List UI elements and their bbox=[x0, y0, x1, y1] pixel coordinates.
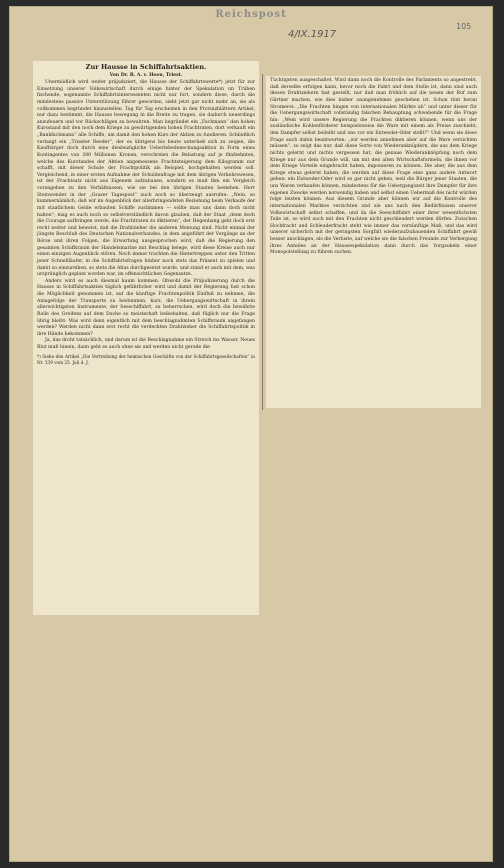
column-divider bbox=[262, 74, 263, 410]
article-paragraph: Ja, das droht tatsächlich, und darum ist die Beschlagnahme ein Streich ins Wasser. Neues Blut muß hinein, dann geht es auch ohne sie und werden nicht gerade die bbox=[37, 338, 255, 350]
clipping-right-column bbox=[266, 76, 481, 408]
article-paragraph: Tüchtigsten ausgeschaltet. Wird dann noch die Kontrolle des Parlaments so angestrebt, daß derselbe erfolgen kann, bevor noch die Fahrt und dem Stolle ist, dann sind auch diesen Drahtziehern fast gestellt, nur daß man fröhlich auf die neuen der Ruf zum Gärtner machen, wie dies bisher unangenehmes geschehen ist. Schon tönt heran Stromerei: „Die Frachten hingen von internationalen Märkte ab“ und unter dieser für die Uebergangswirtschaft vollständig falschen Behauptung schwebende für die Frage hin: „Wem wird unsere Regierung die Frachten diktieren können, wenn uns der ausländische Kohlenförderer beispielsweise die Ware mit einem als Preise zuschiebt, den Dampfer selbst beileiht und uns vor ein Entweder-Oder stellt?“ Und wenn sie diese Frage auch dahin beantworten: „wir werden annehmen aber auf die Ware verzichten müssen“, so zeigt das nur, daß diese Sorte von Wiederanknüpfern, die aus dem Kriege nichts gelernt und nichts vergessen hat, die genaue Wiederanknüpfung noch dem Kriege nur aus dem Grunde will, um mit den alten Wirtschaftsformeln, die ihnen vor dem Kriege Vorteile eingebracht haben, imponieren zu können. Die aber, die aus dem Kriege etwas gelernt haben, die werden auf diese Frage eine ganz andere Antwort geben: ein Entweder-Oder wird es gar nicht geben, weil die Bürger jener Staaten, die uns Waren verkaufen können, mindestens für die Uebergangszeit ihre Dampfer für ihre eigenen Zwecke werden notwendig haben und selbst einen Uebermaß des nicht würden folge leisten können. Aus diesem Grunde aber können wir auf die Kontrolle des internationalen Marktes verzichten und sie uns nach den Bedürfnissen unserer Volkswirtschaft selbst schaffen, und da die Seeschiffahrt einer ihrer wesentlichsten Teile ist, so wird auch mit den Frachten nicht geschleudert werden dürfen. Zwischen Hochfracht und Schleuderfracht steht wie immer das vernünftige Maß, und das wird unserer sicherlich mit der geringsten Sorgfalt wiederaufzubauenden Schiffahrt gewiß besser anschlagen, als die Verluste, auf welche sie die falschen Freunde zur Verbergung ihres Anteiles an der Haussespekulation dann durch das Vorgaukeln einer Monopolstellung zu führen suchen. bbox=[270, 78, 477, 256]
article-paragraph: Anders wird es auch diesmal kaum kommen. Obwohl die Präjudizierung durch die Hausse in Schiffahrtsaktien täglich gefährlicher wird und damit der Regierung fast schon die Möglichkeit genommen ist, auf die künftige Frachtenpolitik Einfluß zu nehmen, die Anlagefolge der Transporte zu bestimmen, kurz, die Uebergangswirtschaft in ihrem allerwichtigsten Instrumente, der Seeschiffahrt, zu beherrschen, wird doch die bewährte Rolle des Greifens auf dem Dache so meisterhaft beibehalten, daß füglich nur die Frage übrig bleibt: Was wird denn eigentlich mit dem beschlagnahmten Schiffsraum angefangen werden? Werden nicht dann erst recht die verdeckten Drahtzieher die Schiffahrtspolitik in ihre Hände bekommen? bbox=[37, 278, 255, 337]
newspaper-masthead: Reichspost bbox=[215, 9, 287, 20]
article-byline: Von Dr. R. A. v. Hoen, Triest. bbox=[109, 73, 183, 78]
handwritten-date: 4/IX.1917 bbox=[288, 29, 337, 40]
article-footnote: *) Siehe den Artikel „Die Vertreibung der heimischen Geschäfte von der Schiffahrtsgesellschaften“ in Nr. 339 vom 25. Juli d. J. bbox=[37, 353, 255, 365]
page-number: 105 bbox=[456, 22, 472, 31]
clipping-left-column bbox=[33, 61, 259, 615]
article-paragraph: Unermüdlich wird weiter präjudiziert, die Hausse der Schiffahrtswerte*) jetzt für zur Einsetzung unserer Volkswirtschaft durch einige hinter der Spekulation im Trüben fischende, sogenannte Schiffahrtsinteressenten nicht nur fort, sondern diese, durch die mindestens passive Unterstützung führer geworden, sieht jetzt gar nicht mehr an, sie als vollkommen begründet hinzustellen. Tag für Tag erscheinen in den Provinzblättern Artikel, nur dazu bestimmt, die Hausse bewegung in die Breite zu tragen, sie dadurch neuerdings anzufeuern und vor Rückschlägen zu bewahren. Man begründet ein „Fachmann“ den hohen Kursstand mit den noch dem Kriege zu gewärtigenden hohen Frachtraten, dort verkauft ein „Bankfachmann“ alle Schiffe, um damit den hohen Kurs der Aktien zu fundieren. Schließlich verlangt ein „Triester Reeder“, der es übrigens bis heute unterließ sich zu zeigen, die Kaufbürger doch durch eine diesbezügliche Ueberlebedeneckungsaktion in Form eines Kontingentes von 200 Millionen Kronen, verschreien die Belastung auf je fünfzehnten, welche des Kurstandes der Aktien angemessene Frachtsteigerung dem Kilogramm nur schafft, mit dieser Schule der Frachtpolitik als Beispiel, hochgehalten werden soll. Vergleichend, in einer ersten Aufnahme der Schuldenfrage mit dem übrigen Verkehrswesen, ist der Frachtsatz nicht aus Eigenem aufzubauen, sondern es muß ihm ein Vergleich vorangehen zu den Verhältnissen, wie sie bei den übrigen Staaten bestehen. Herr Steinwender in der „Grazer Tagespost“ auch noch so überzeugt ausrufen: „Nein, so kummernämlich, daß wir im Augenblick der allerbringendsten Beziehung beim Verkaufe der mit staatlichem Gelde erbauten Schiffe zustimmen — sollte man uns dann doch nicht halten“; mag es auch noch so selbstverständlich davon glauben, daß der Staat „denn doch die Courage aufbringen werde, die Frachtraten zu diktieren“, der Hegenhang geht doch erst recht weiter und beweist, daß die Drahtzieher die anderen Meinung sind. Nicht einmal der jüngste Beschluß des Deutschen Nationalverbandes, in dem angeführt der Vorgänge an der Börse und ihren Folgen, die Erwartung ausgesprochen wird, daß die Regierung den gesamten Schiffsraum der Handelsmarine mit Beschlag belege, wird diese Kreise auch nur einen einzigen Augenblick stören. Noch immer trachten die Hintertreppen unter den Tritten jener Schnellläufer, in die Schiffahrtsfragen hinher noch stets das Präsent zu spielen und damit so einzureihen, so stets die Atlas durchgesetzt wurde, und stand er auch mit dem, was ursprünglich geplant worden war, im offensichtlichen Gegensatze. bbox=[37, 80, 255, 278]
article-title: Zur Hausse in Schiffahrtsaktien. bbox=[85, 63, 207, 71]
